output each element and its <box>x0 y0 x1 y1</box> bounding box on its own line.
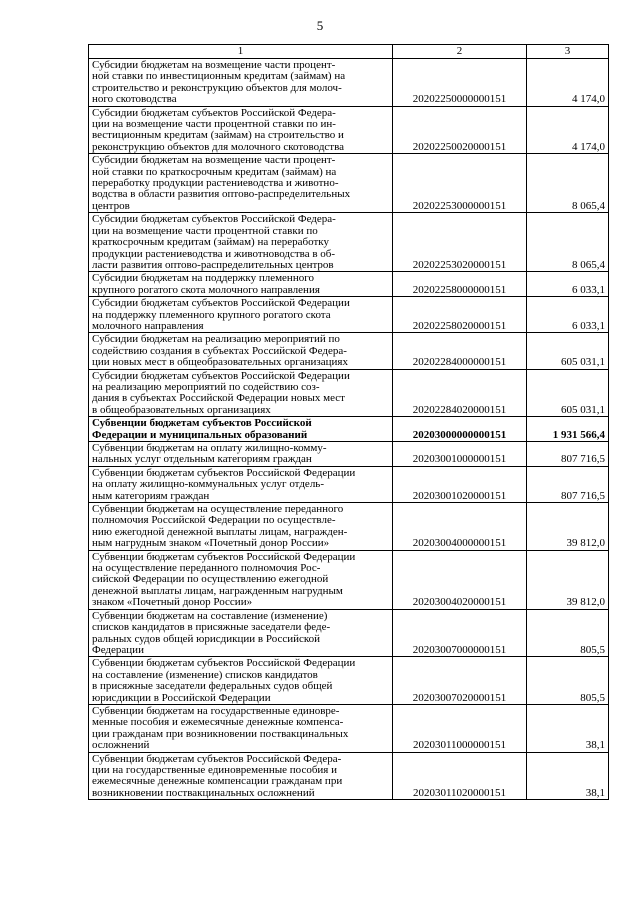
column-header-1: 1 <box>89 45 393 59</box>
table-row <box>89 272 609 297</box>
row-name-cell: Субсидии бюджетам на возмещение части процент- ной ставки по инвестиционным кредитам (займам) на строительство и реконструкцию объектов для молоч- ного скотоводства <box>89 59 393 107</box>
column-header-3: 3 <box>527 45 609 59</box>
row-amount-cell: 8 065,4 <box>527 154 609 213</box>
table-row <box>89 154 609 213</box>
row-amount-cell: 807 716,5 <box>527 466 609 502</box>
table-row <box>89 106 609 154</box>
table-row <box>89 503 609 551</box>
row-code-cell: 20202284020000151 <box>393 369 527 417</box>
row-amount-cell: 39 812,0 <box>527 550 609 609</box>
row-name-cell: Субвенции бюджетам субъектов Российской Федерации на оплату жилищно-коммунальных услуг отдель- ным категориям граждан <box>89 466 393 502</box>
row-code-cell: 20202258020000151 <box>393 297 527 333</box>
row-code-cell: 20202253020000151 <box>393 213 527 272</box>
table-row <box>89 466 609 502</box>
row-name-cell: Субсидии бюджетам на реализацию мероприятий по содействию создания в субъектах Российской Федера- ции новых мест в общеобразовательных организациях <box>89 333 393 369</box>
row-amount-cell: 4 174,0 <box>527 59 609 107</box>
row-amount-cell: 605 031,1 <box>527 369 609 417</box>
row-name-cell: Субвенции бюджетам на осуществление переданного полномочия Российской Федерации по осуществле- нию ежегодной денежной выплаты лицам, награжден- ным нагрудным знаком «Почетный донор России» <box>89 503 393 551</box>
row-code-cell: 20203001000000151 <box>393 442 527 467</box>
table-row <box>89 213 609 272</box>
row-code-cell: 20202258000000151 <box>393 272 527 297</box>
row-amount-cell: 38,1 <box>527 704 609 752</box>
row-amount-cell: 805,5 <box>527 609 609 657</box>
row-name-cell: Субсидии бюджетам на возмещение части процент- ной ставки по краткосрочным кредитам (займам) на переработку продукции растениеводства и животно- водства в области развития оптово-распределительных центров <box>89 154 393 213</box>
row-amount-cell: 38,1 <box>527 752 609 800</box>
row-name-cell: Субвенции бюджетам на государственные единовре- менные пособия и ежемесячные денежные компенса- ции гражданам при возникновении поствакцинальных осложнений <box>89 704 393 752</box>
row-amount-cell: 4 174,0 <box>527 106 609 154</box>
row-name-cell: Субвенции бюджетам субъектов Российской Федера- ции на государственные единовременные пособия и ежемесячные денежные компенсации гражданам при возникновении поствакцинальных осложнений <box>89 752 393 800</box>
row-name-cell: Субсидии бюджетам на поддержку племенного крупного рогатого скота молочного направления <box>89 272 393 297</box>
row-amount-cell: 807 716,5 <box>527 442 609 467</box>
row-name-cell: Субвенции бюджетам субъектов Российской Федерации на осуществление переданного полномочия Рос- сийской Федерации по осуществлению ежегодной денежной выплаты лицам, награжденным нагрудным знаком «Почетный донор России» <box>89 550 393 609</box>
column-header-2: 2 <box>393 45 527 59</box>
row-amount-cell: 1 931 566,4 <box>527 417 609 442</box>
row-code-cell: 20202253000000151 <box>393 154 527 213</box>
row-name-cell: Субвенции бюджетам на оплату жилищно-комму- нальных услуг отдельным категориям граждан <box>89 442 393 467</box>
row-code-cell: 20202284000000151 <box>393 333 527 369</box>
row-code-cell: 20203000000000151 <box>393 417 527 442</box>
row-code-cell: 20203007000000151 <box>393 609 527 657</box>
row-code-cell: 20203007020000151 <box>393 657 527 705</box>
table-row <box>89 609 609 657</box>
page-number: 5 <box>316 18 324 33</box>
table-row <box>89 59 609 107</box>
table-row <box>89 752 609 800</box>
table-row <box>89 297 609 333</box>
table-row <box>89 417 609 442</box>
header-row <box>89 45 609 59</box>
table-row <box>89 657 609 705</box>
row-name-cell: Субсидии бюджетам субъектов Российской Федерации на реализацию мероприятий по содействию соз- дания в субъектах Российской Федерации новых мест в общеобразовательных организациях <box>89 369 393 417</box>
row-amount-cell: 6 033,1 <box>527 272 609 297</box>
row-amount-cell: 605 031,1 <box>527 333 609 369</box>
table-body <box>89 59 609 800</box>
row-amount-cell: 805,5 <box>527 657 609 705</box>
table-row <box>89 369 609 417</box>
row-name-cell: Субсидии бюджетам субъектов Российской Федерации на поддержку племенного крупного рогатого скота молочного направления <box>89 297 393 333</box>
row-code-cell: 20202250000000151 <box>393 59 527 107</box>
row-code-cell: 20203004020000151 <box>393 550 527 609</box>
table-row <box>89 704 609 752</box>
row-amount-cell: 39 812,0 <box>527 503 609 551</box>
row-amount-cell: 6 033,1 <box>527 297 609 333</box>
budget-table <box>88 44 609 800</box>
row-code-cell: 20203011020000151 <box>393 752 527 800</box>
row-code-cell: 20203001020000151 <box>393 466 527 502</box>
row-code-cell: 20202250020000151 <box>393 106 527 154</box>
row-name-cell: Субсидии бюджетам субъектов Российской Федера- ции на возмещение части процентной ставки по ин- вестиционным кредитам (займам) на строительство и реконструкцию объектов для молочного скотоводства <box>89 106 393 154</box>
table-row <box>89 550 609 609</box>
row-name-cell: Субвенции бюджетам субъектов Российской Федерации на составление (изменение) списков кандидатов в присяжные заседатели федеральных судов общей юрисдикции в Российской Федерации <box>89 657 393 705</box>
row-amount-cell: 8 065,4 <box>527 213 609 272</box>
row-code-cell: 20203011000000151 <box>393 704 527 752</box>
row-name-cell: Субвенции бюджетам субъектов Российской Федерации и муниципальных образований <box>89 417 393 442</box>
row-name-cell: Субсидии бюджетам субъектов Российской Федера- ции на возмещение части процентной ставки по краткосрочным кредитам (займам) на переработку продукции растениеводства и животноводства в об- ласти развития оптово-распределительных центров <box>89 213 393 272</box>
table-row <box>89 333 609 369</box>
row-name-cell: Субвенции бюджетам на составление (изменение) списков кандидатов в присяжные заседатели феде- ральных судов общей юрисдикции в Российской Федерации <box>89 609 393 657</box>
row-code-cell: 20203004000000151 <box>393 503 527 551</box>
table-row <box>89 442 609 467</box>
